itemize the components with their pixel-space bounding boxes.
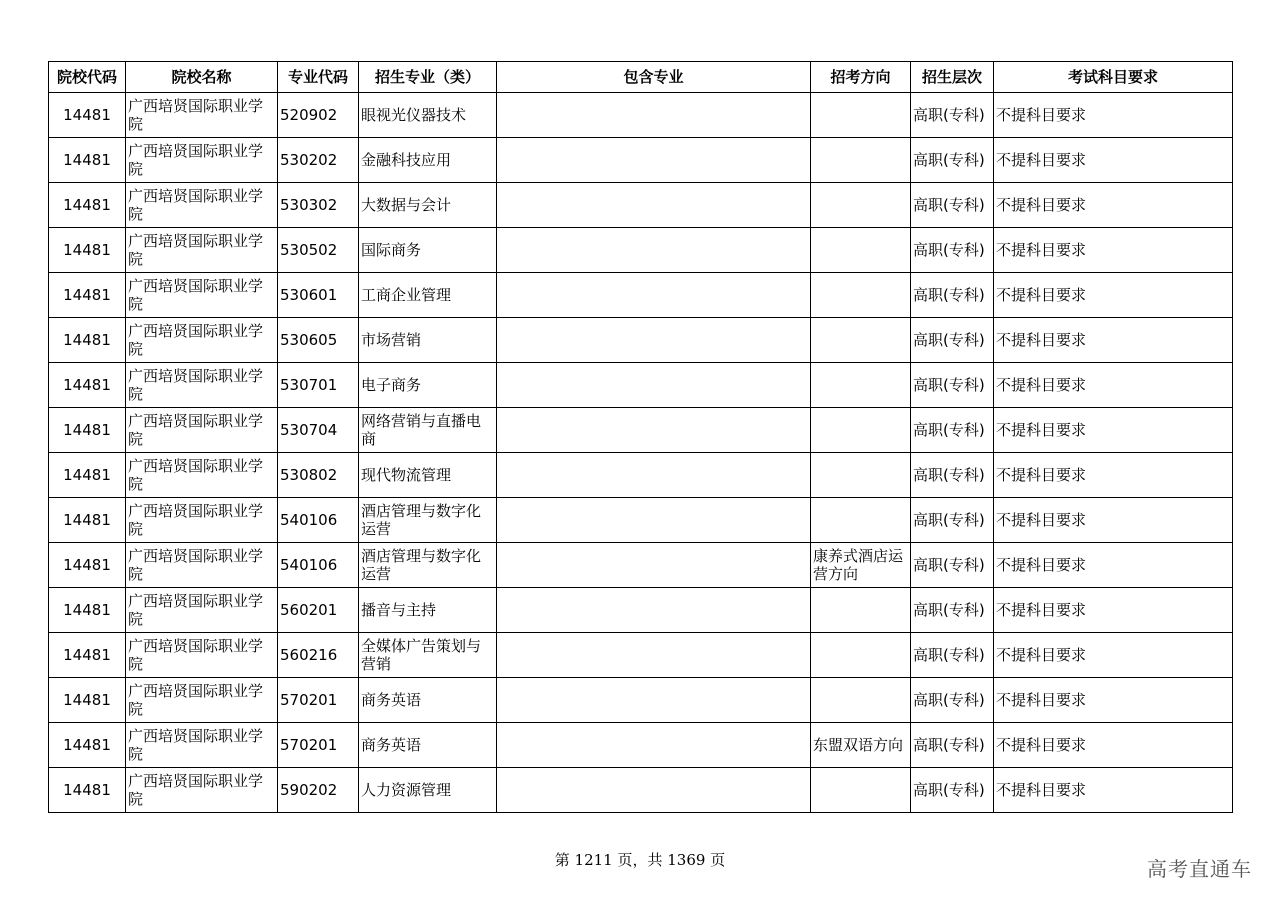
cell-major: 商务英语	[359, 678, 497, 723]
cell-requirement: 不提科目要求	[994, 228, 1233, 273]
cell-major-code: 530701	[278, 363, 359, 408]
cell-direction	[811, 93, 911, 138]
table-row	[49, 588, 1233, 633]
cell-requirement: 不提科目要求	[994, 93, 1233, 138]
table-row	[49, 93, 1233, 138]
cell-school-code: 14481	[49, 633, 126, 678]
cell-direction	[811, 768, 911, 813]
cell-included-majors	[497, 453, 811, 498]
cell-major-code: 530502	[278, 228, 359, 273]
cell-included-majors	[497, 498, 811, 543]
cell-school-code: 14481	[49, 93, 126, 138]
table-row	[49, 138, 1233, 183]
cell-school-code: 14481	[49, 543, 126, 588]
cell-direction	[811, 498, 911, 543]
cell-school-name: 广西培贤国际职业学院	[126, 723, 278, 768]
table-row	[49, 543, 1233, 588]
header-major-code: 专业代码	[278, 62, 359, 93]
cell-included-majors	[497, 408, 811, 453]
cell-level: 高职(专科)	[911, 543, 994, 588]
header-level: 招生层次	[911, 62, 994, 93]
cell-school-code: 14481	[49, 318, 126, 363]
table-row	[49, 363, 1233, 408]
cell-school-name: 广西培贤国际职业学院	[126, 93, 278, 138]
cell-major-code: 530802	[278, 453, 359, 498]
cell-major: 工商企业管理	[359, 273, 497, 318]
cell-major: 播音与主持	[359, 588, 497, 633]
cell-major: 全媒体广告策划与营销	[359, 633, 497, 678]
cell-requirement: 不提科目要求	[994, 273, 1233, 318]
cell-direction: 康养式酒店运营方向	[811, 543, 911, 588]
cell-level: 高职(专科)	[911, 678, 994, 723]
cell-level: 高职(专科)	[911, 93, 994, 138]
cell-school-name: 广西培贤国际职业学院	[126, 363, 278, 408]
cell-direction	[811, 138, 911, 183]
cell-major-code: 530302	[278, 183, 359, 228]
cell-school-name: 广西培贤国际职业学院	[126, 633, 278, 678]
cell-school-code: 14481	[49, 498, 126, 543]
cell-included-majors	[497, 633, 811, 678]
cell-major-code: 530605	[278, 318, 359, 363]
cell-level: 高职(专科)	[911, 633, 994, 678]
cell-school-name: 广西培贤国际职业学院	[126, 183, 278, 228]
cell-major-code: 540106	[278, 498, 359, 543]
cell-school-name: 广西培贤国际职业学院	[126, 273, 278, 318]
cell-major: 眼视光仪器技术	[359, 93, 497, 138]
admissions-table-container	[48, 61, 1232, 813]
cell-level: 高职(专科)	[911, 138, 994, 183]
table-row	[49, 678, 1233, 723]
cell-school-name: 广西培贤国际职业学院	[126, 408, 278, 453]
cell-requirement: 不提科目要求	[994, 183, 1233, 228]
table-body	[49, 93, 1233, 813]
cell-school-code: 14481	[49, 723, 126, 768]
cell-requirement: 不提科目要求	[994, 138, 1233, 183]
cell-level: 高职(专科)	[911, 408, 994, 453]
header-school-code: 院校代码	[49, 62, 126, 93]
page-number: 第 1211 页，共 1369 页	[554, 851, 726, 869]
header-major: 招生专业（类）	[359, 62, 497, 93]
cell-direction	[811, 228, 911, 273]
cell-major-code: 520902	[278, 93, 359, 138]
table-row	[49, 498, 1233, 543]
cell-major-code: 530202	[278, 138, 359, 183]
cell-school-name: 广西培贤国际职业学院	[126, 138, 278, 183]
cell-requirement: 不提科目要求	[994, 633, 1233, 678]
table-row	[49, 408, 1233, 453]
cell-major-code: 560201	[278, 588, 359, 633]
cell-level: 高职(专科)	[911, 228, 994, 273]
cell-major-code: 540106	[278, 543, 359, 588]
cell-school-code: 14481	[49, 228, 126, 273]
cell-major: 国际商务	[359, 228, 497, 273]
cell-direction: 东盟双语方向	[811, 723, 911, 768]
cell-school-code: 14481	[49, 588, 126, 633]
cell-level: 高职(专科)	[911, 723, 994, 768]
table-row	[49, 723, 1233, 768]
cell-level: 高职(专科)	[911, 318, 994, 363]
table-row	[49, 768, 1233, 813]
cell-requirement: 不提科目要求	[994, 768, 1233, 813]
cell-school-code: 14481	[49, 273, 126, 318]
cell-school-code: 14481	[49, 408, 126, 453]
cell-major-code: 530704	[278, 408, 359, 453]
cell-included-majors	[497, 183, 811, 228]
cell-requirement: 不提科目要求	[994, 363, 1233, 408]
cell-included-majors	[497, 588, 811, 633]
cell-direction	[811, 183, 911, 228]
cell-major-code: 530601	[278, 273, 359, 318]
header-school-name: 院校名称	[126, 62, 278, 93]
admissions-table	[48, 61, 1233, 813]
cell-direction	[811, 633, 911, 678]
cell-school-code: 14481	[49, 363, 126, 408]
cell-direction	[811, 408, 911, 453]
cell-included-majors	[497, 93, 811, 138]
cell-requirement: 不提科目要求	[994, 543, 1233, 588]
cell-major-code: 570201	[278, 678, 359, 723]
cell-direction	[811, 453, 911, 498]
cell-school-code: 14481	[49, 768, 126, 813]
cell-requirement: 不提科目要求	[994, 498, 1233, 543]
table-row	[49, 453, 1233, 498]
cell-major: 电子商务	[359, 363, 497, 408]
cell-direction	[811, 588, 911, 633]
cell-major: 网络营销与直播电商	[359, 408, 497, 453]
cell-included-majors	[497, 273, 811, 318]
cell-requirement: 不提科目要求	[994, 723, 1233, 768]
header-requirement: 考试科目要求	[994, 62, 1233, 93]
cell-major: 现代物流管理	[359, 453, 497, 498]
cell-requirement: 不提科目要求	[994, 408, 1233, 453]
watermark-text: 高考直通车	[1147, 857, 1252, 881]
cell-requirement: 不提科目要求	[994, 588, 1233, 633]
cell-requirement: 不提科目要求	[994, 318, 1233, 363]
cell-level: 高职(专科)	[911, 363, 994, 408]
cell-level: 高职(专科)	[911, 183, 994, 228]
cell-included-majors	[497, 723, 811, 768]
table-row	[49, 318, 1233, 363]
cell-major: 酒店管理与数字化运营	[359, 498, 497, 543]
header-included-majors: 包含专业	[497, 62, 811, 93]
cell-school-name: 广西培贤国际职业学院	[126, 678, 278, 723]
cell-school-code: 14481	[49, 453, 126, 498]
cell-school-code: 14481	[49, 138, 126, 183]
cell-major: 金融科技应用	[359, 138, 497, 183]
table-row	[49, 273, 1233, 318]
cell-included-majors	[497, 228, 811, 273]
cell-direction	[811, 678, 911, 723]
cell-school-name: 广西培贤国际职业学院	[126, 318, 278, 363]
cell-school-name: 广西培贤国际职业学院	[126, 768, 278, 813]
cell-included-majors	[497, 363, 811, 408]
cell-major: 人力资源管理	[359, 768, 497, 813]
header-row	[49, 62, 1233, 93]
cell-included-majors	[497, 318, 811, 363]
cell-major: 市场营销	[359, 318, 497, 363]
table-row	[49, 183, 1233, 228]
cell-level: 高职(专科)	[911, 768, 994, 813]
cell-direction	[811, 273, 911, 318]
cell-included-majors	[497, 138, 811, 183]
cell-school-code: 14481	[49, 183, 126, 228]
cell-major: 酒店管理与数字化运营	[359, 543, 497, 588]
cell-major-code: 590202	[278, 768, 359, 813]
cell-included-majors	[497, 543, 811, 588]
cell-direction	[811, 363, 911, 408]
table-row	[49, 228, 1233, 273]
cell-school-name: 广西培贤国际职业学院	[126, 453, 278, 498]
cell-school-name: 广西培贤国际职业学院	[126, 228, 278, 273]
cell-major-code: 570201	[278, 723, 359, 768]
cell-included-majors	[497, 678, 811, 723]
cell-school-name: 广西培贤国际职业学院	[126, 543, 278, 588]
cell-major-code: 560216	[278, 633, 359, 678]
cell-direction	[811, 318, 911, 363]
cell-included-majors	[497, 768, 811, 813]
header-direction: 招考方向	[811, 62, 911, 93]
cell-requirement: 不提科目要求	[994, 678, 1233, 723]
cell-level: 高职(专科)	[911, 498, 994, 543]
cell-level: 高职(专科)	[911, 588, 994, 633]
cell-school-code: 14481	[49, 678, 126, 723]
cell-requirement: 不提科目要求	[994, 453, 1233, 498]
cell-major: 商务英语	[359, 723, 497, 768]
table-row	[49, 633, 1233, 678]
cell-school-name: 广西培贤国际职业学院	[126, 498, 278, 543]
cell-major: 大数据与会计	[359, 183, 497, 228]
cell-level: 高职(专科)	[911, 453, 994, 498]
cell-school-name: 广西培贤国际职业学院	[126, 588, 278, 633]
cell-level: 高职(专科)	[911, 273, 994, 318]
